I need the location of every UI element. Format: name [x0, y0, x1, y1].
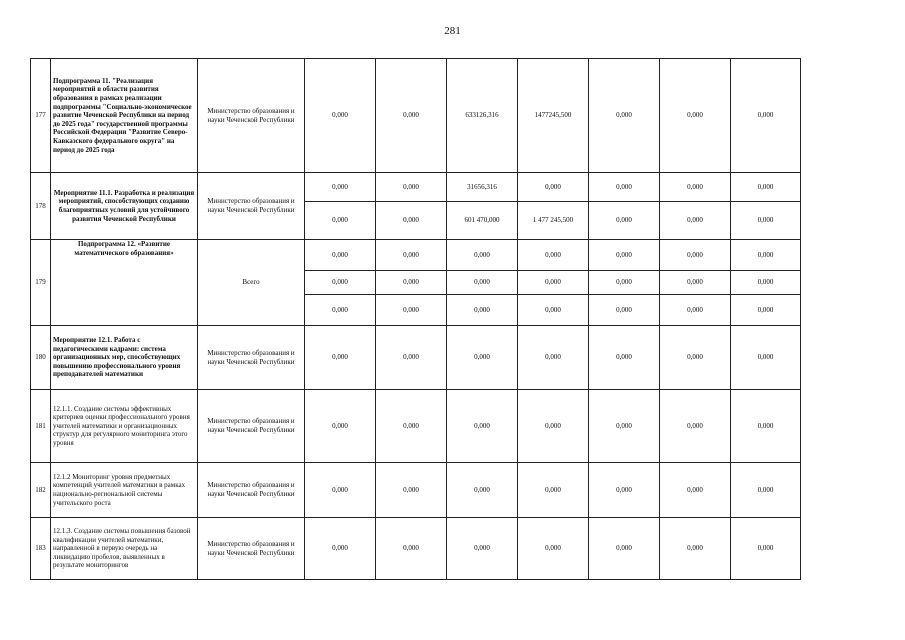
value-cell: 0,000: [376, 240, 447, 271]
table-row: [31, 463, 801, 518]
row-number: 183: [31, 518, 51, 580]
value-cell: 0,000: [447, 390, 518, 463]
value-cell: 0,000: [305, 271, 376, 295]
value-cell: 0,000: [589, 295, 660, 326]
value-cell: 0,000: [589, 518, 660, 580]
value-cell: 0,000: [305, 463, 376, 518]
executor: Министерство образования и науки Чеченской Республики: [198, 390, 305, 463]
value-cell: 0,000: [589, 202, 660, 240]
page-number: 281: [444, 25, 461, 37]
program-name: 12.1.2 Мониторинг уровня предметных компетенций учителей математики в рамках национально-региональной системы учительского роста: [51, 463, 198, 518]
row-number: 178: [31, 173, 51, 240]
value-cell: 0,000: [589, 59, 660, 173]
executor: Министерство образования и науки Чеченской Республики: [198, 59, 305, 173]
value-cell: 0,000: [731, 326, 801, 390]
value-cell: 0,000: [305, 202, 376, 240]
value-cell: 1477245,500: [518, 59, 589, 173]
value-cell: 1 477 245,500: [518, 202, 589, 240]
row-number: 177: [31, 59, 51, 173]
value-cell: 0,000: [731, 173, 801, 202]
value-cell: 0,000: [376, 390, 447, 463]
program-name: 12.1.1. Создание системы эффективных критериев оценки профессионального уровня учителей математики и организационных структур для регулярного мониторинга этого уровня: [51, 390, 198, 463]
value-cell: 0,000: [376, 173, 447, 202]
value-cell: 0,000: [518, 271, 589, 295]
executor: Министерство образования и науки Чеченской Республики: [198, 463, 305, 518]
row-number: 182: [31, 463, 51, 518]
value-cell: 0,000: [660, 240, 731, 271]
value-cell: 0,000: [731, 390, 801, 463]
table-row: [31, 390, 801, 463]
value-cell: 0,000: [660, 390, 731, 463]
value-cell: 0,000: [447, 326, 518, 390]
program-name: Подпрограмма 12. «Развитие математического образования»: [51, 240, 198, 326]
executor: Министерство образования и науки Чеченской Республики: [198, 518, 305, 580]
value-cell: 633126,316: [447, 59, 518, 173]
value-cell: 0,000: [305, 518, 376, 580]
program-name: Подпрограмма 11. "Реализация мероприятий в области развития образования в рамках реализации подпрограммы "Социально-экономическое развитие Чеченской Республики на период до 2025 года" государственной программы Российской Федерации "Развитие Северо-Кавказского федерального округа" на период до 2025 года: [51, 59, 198, 173]
value-cell: 0,000: [731, 295, 801, 326]
value-cell: 0,000: [518, 390, 589, 463]
budget-table: [30, 58, 801, 580]
value-cell: 0,000: [376, 59, 447, 173]
value-cell: 0,000: [731, 202, 801, 240]
executor: Министерство образования и науки Чеченской Республики: [198, 173, 305, 240]
value-cell: 31656,316: [447, 173, 518, 202]
value-cell: 0,000: [518, 326, 589, 390]
program-name: Мероприятие 11.1. Разработка и реализация мероприятий, способствующих созданию благоприятных условий для устойчивого развития Чеченской Республики: [51, 173, 198, 240]
value-cell: 0,000: [518, 295, 589, 326]
value-cell: 0,000: [305, 390, 376, 463]
value-cell: 0,000: [731, 518, 801, 580]
value-cell: 0,000: [589, 390, 660, 463]
value-cell: 0,000: [660, 518, 731, 580]
value-cell: 0,000: [305, 326, 376, 390]
row-number: 179: [31, 240, 51, 326]
table-row: [31, 326, 801, 390]
value-cell: 0,000: [305, 173, 376, 202]
value-cell: 0,000: [518, 173, 589, 202]
value-cell: 0,000: [518, 518, 589, 580]
executor: Всего: [198, 240, 305, 326]
value-cell: 0,000: [589, 240, 660, 271]
value-cell: 0,000: [376, 295, 447, 326]
value-cell: 0,000: [731, 59, 801, 173]
value-cell: 601 470,000: [447, 202, 518, 240]
value-cell: 0,000: [731, 271, 801, 295]
value-cell: 0,000: [376, 518, 447, 580]
row-number: 180: [31, 326, 51, 390]
value-cell: 0,000: [447, 463, 518, 518]
value-cell: 0,000: [660, 271, 731, 295]
table-row: [31, 59, 801, 173]
value-cell: 0,000: [376, 326, 447, 390]
value-cell: 0,000: [447, 240, 518, 271]
value-cell: 0,000: [660, 295, 731, 326]
table-row: [31, 518, 801, 580]
value-cell: 0,000: [518, 240, 589, 271]
value-cell: 0,000: [660, 326, 731, 390]
executor: Министерство образования и науки Чеченской Республики: [198, 326, 305, 390]
value-cell: 0,000: [518, 463, 589, 518]
value-cell: 0,000: [305, 295, 376, 326]
program-name: Мероприятие 12.1. Работа с педагогическими кадрами: система организационных мер, способствующих повышению профессионального уровня преподавателей математики: [51, 326, 198, 390]
program-name: 12.1.3. Создание системы повышения базовой квалификации учителей математики, направленной в первую очередь на ликвидацию пробелов, выявленных в результате мониторингов: [51, 518, 198, 580]
value-cell: 0,000: [660, 173, 731, 202]
value-cell: 0,000: [660, 463, 731, 518]
table-row: [31, 240, 801, 271]
row-number: 181: [31, 390, 51, 463]
value-cell: 0,000: [731, 240, 801, 271]
value-cell: 0,000: [447, 518, 518, 580]
value-cell: 0,000: [447, 295, 518, 326]
table-row: [31, 173, 801, 202]
value-cell: 0,000: [447, 271, 518, 295]
value-cell: 0,000: [305, 59, 376, 173]
value-cell: 0,000: [376, 271, 447, 295]
value-cell: 0,000: [660, 202, 731, 240]
value-cell: 0,000: [731, 463, 801, 518]
value-cell: 0,000: [589, 326, 660, 390]
value-cell: 0,000: [589, 463, 660, 518]
value-cell: 0,000: [376, 202, 447, 240]
value-cell: 0,000: [589, 271, 660, 295]
value-cell: 0,000: [660, 59, 731, 173]
value-cell: 0,000: [376, 463, 447, 518]
value-cell: 0,000: [589, 173, 660, 202]
value-cell: 0,000: [305, 240, 376, 271]
